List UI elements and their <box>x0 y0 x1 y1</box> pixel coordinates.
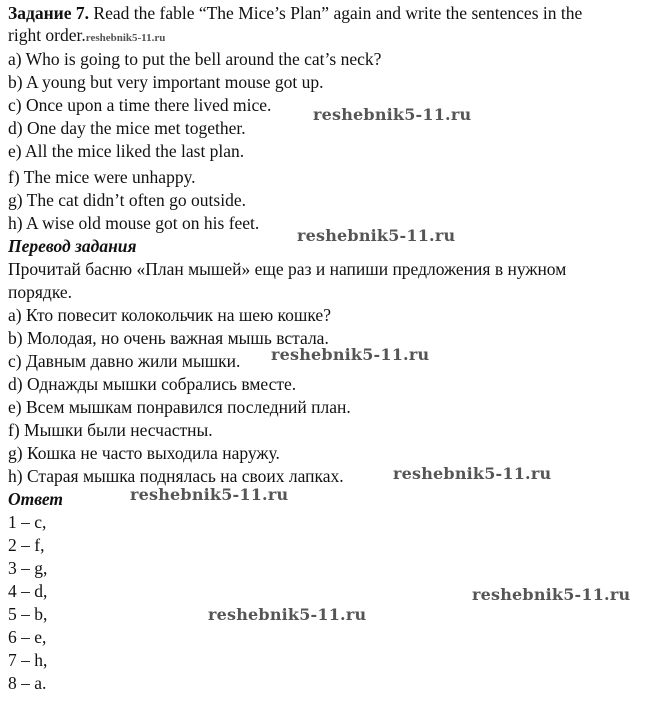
answer-item-8: 8 – a. <box>8 673 47 693</box>
answer-item-3: 3 – g, <box>8 558 48 578</box>
watermark: reshebnik5-11.ru <box>208 605 367 624</box>
watermark: reshebnik5-11.ru <box>271 345 430 364</box>
task-label: Задание 7. <box>8 3 90 23</box>
watermark: reshebnik5-11.ru <box>313 105 472 124</box>
translation-item-g: g) Кошка не часто выходила наружу. <box>8 443 280 463</box>
answer-heading: Ответ <box>8 489 64 509</box>
translation-intro-line1: Прочитай басню «План мышей» еще раз и напиши предложения в нужном <box>8 259 567 279</box>
task-text-line1: Read the fable “The Mice’s Plan” again and write the sentences in the <box>89 3 583 23</box>
task-header-line1 <box>8 2 582 24</box>
translation-item-a: a) Кто повесит колокольчик на шею кошке? <box>8 305 331 325</box>
sentence-a: a) Who is going to put the bell around the cat’s neck? <box>8 49 382 69</box>
sentence-d: d) One day the mice met together. <box>8 118 246 138</box>
watermark: reshebnik5-11.ru <box>393 464 552 483</box>
task-header-line2 <box>8 24 165 49</box>
translation-item-d: d) Однажды мышки собрались вместе. <box>8 374 297 394</box>
sentence-h: h) A wise old mouse got on his feet. <box>8 213 260 233</box>
sentence-f: f) The mice were unhappy. <box>8 167 196 187</box>
translation-heading: Перевод задания <box>8 236 137 256</box>
watermark: reshebnik5-11.ru <box>472 585 631 604</box>
watermark-inline: reshebnik5-11.ru <box>85 32 166 44</box>
sentence-g: g) The cat didn’t often go outside. <box>8 190 246 210</box>
watermark: reshebnik5-11.ru <box>297 226 456 245</box>
answer-item-7: 7 – h, <box>8 650 48 670</box>
answer-item-1: 1 – c, <box>8 512 47 532</box>
translation-item-e: e) Всем мышкам понравился последний план. <box>8 397 351 417</box>
translation-item-b: b) Молодая, но очень важная мышь встала. <box>8 328 329 348</box>
translation-intro-line2: порядке. <box>8 282 73 302</box>
answer-item-6: 6 – e, <box>8 627 47 647</box>
answer-item-2: 2 – f, <box>8 535 45 555</box>
answer-item-5: 5 – b, <box>8 604 48 624</box>
translation-item-f: f) Мышки были несчастны. <box>8 420 213 440</box>
sentence-c: c) Once upon a time there lived mice. <box>8 95 272 115</box>
translation-item-c: c) Давным давно жили мышки. <box>8 351 241 371</box>
answer-item-4: 4 – d, <box>8 581 48 601</box>
translation-item-h: h) Старая мышка поднялась на своих лапках. <box>8 466 344 486</box>
sentence-b: b) A young but very important mouse got up. <box>8 72 324 92</box>
watermark: reshebnik5-11.ru <box>130 485 289 504</box>
sentence-e: e) All the mice liked the last plan. <box>8 141 245 161</box>
task-text-line2: right order. <box>8 25 86 45</box>
